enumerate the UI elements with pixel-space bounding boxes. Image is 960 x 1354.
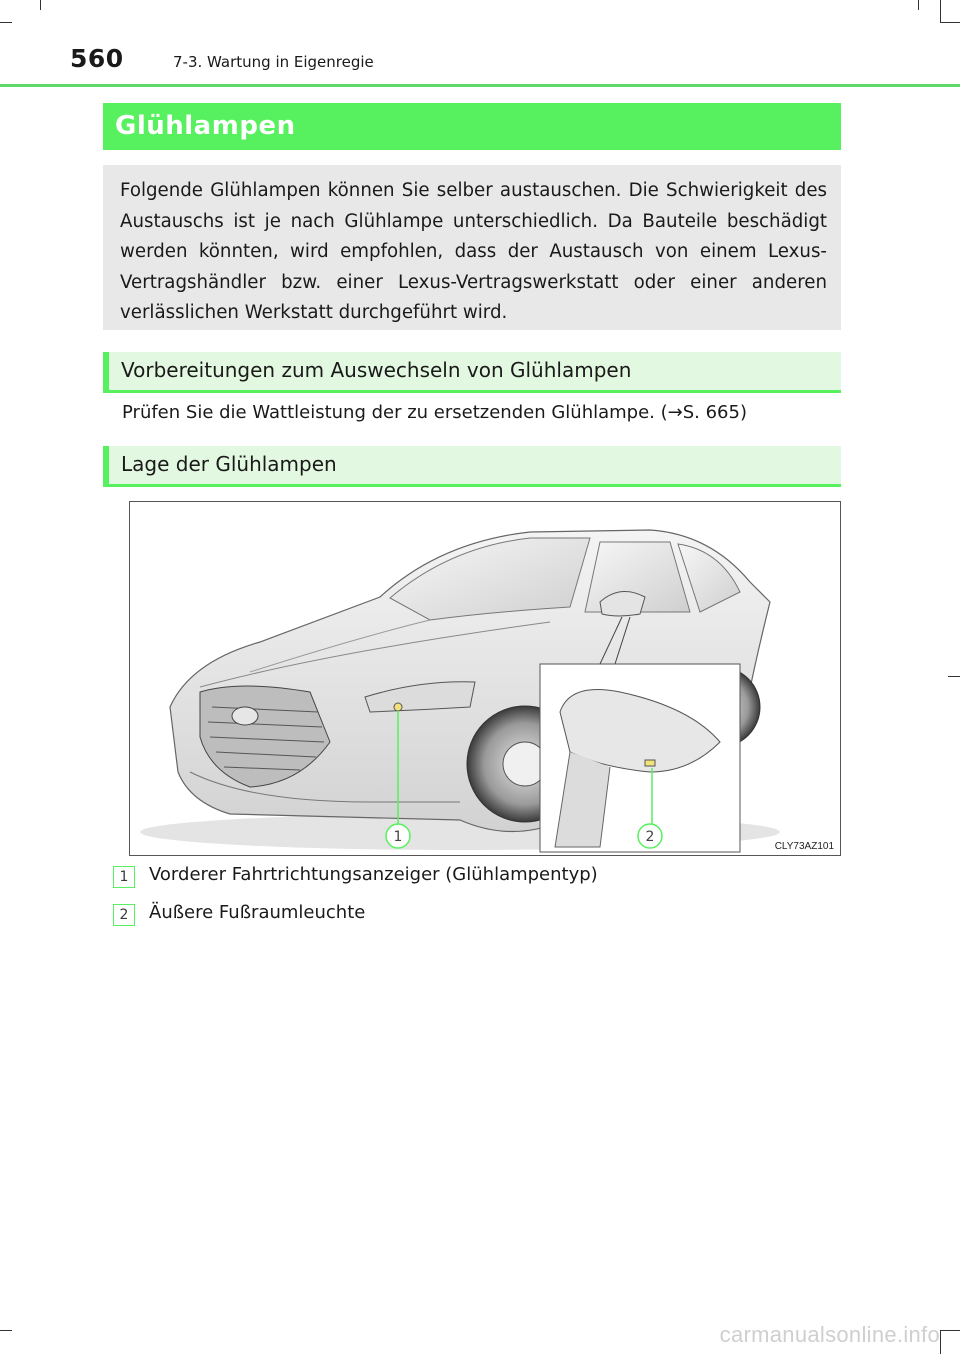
crop-mark [40,0,41,10]
page-number: 560 [70,44,124,73]
section-breadcrumb: 7-3. Wartung in Eigenregie [173,53,374,71]
figure-code: CLY73AZ101 [774,841,834,852]
crop-mark [948,676,960,677]
legend-number: 1 [113,866,135,888]
preparation-heading-bar [103,352,841,390]
title-bar [103,103,841,150]
header-divider [0,84,960,87]
page-title: Glühlampen [115,111,296,141]
crop-mark [940,22,960,23]
location-heading-bar [103,446,841,484]
car-illustration [129,501,841,856]
watermark: carmanualsonline.info [719,1322,940,1347]
crop-mark [940,0,941,22]
preparation-heading: Vorbereitungen zum Auswechseln von Glühlampen [121,358,632,382]
crop-mark [0,1330,12,1331]
location-heading: Lage der Glühlampen [121,452,337,476]
crop-mark [918,0,919,10]
callout-2-label: 2 [645,829,655,845]
legend-text: Vorderer Fahrtrichtungsanzeiger (Glühlampentyp) [149,864,598,885]
crop-mark [940,1330,960,1331]
callout-1-label: 1 [393,829,403,845]
crop-mark [0,22,12,23]
legend-text: Äußere Fußraumleuchte [149,902,366,923]
intro-text: Folgende Glühlampen können Sie selber austauschen. Die Schwierigkeit des Austauschs ist je nach Glühlampe unterschiedlich. Da Bauteile beschädigt werden könnten, wird empfohlen, dass der Austausch von einem Lexus-Vertragshändler bzw. einer Lexus-Vertragswerkstatt oder einer anderen verlässlichen Werkstatt durchgeführt wird. [120,180,827,323]
legend-number: 2 [113,904,135,926]
car-drawing [130,502,840,855]
intro-box [103,165,841,330]
crop-mark [940,1330,941,1354]
preparation-text: Prüfen Sie die Wattleistung der zu ersetzenden Glühlampe. (→S. 665) [122,402,747,423]
